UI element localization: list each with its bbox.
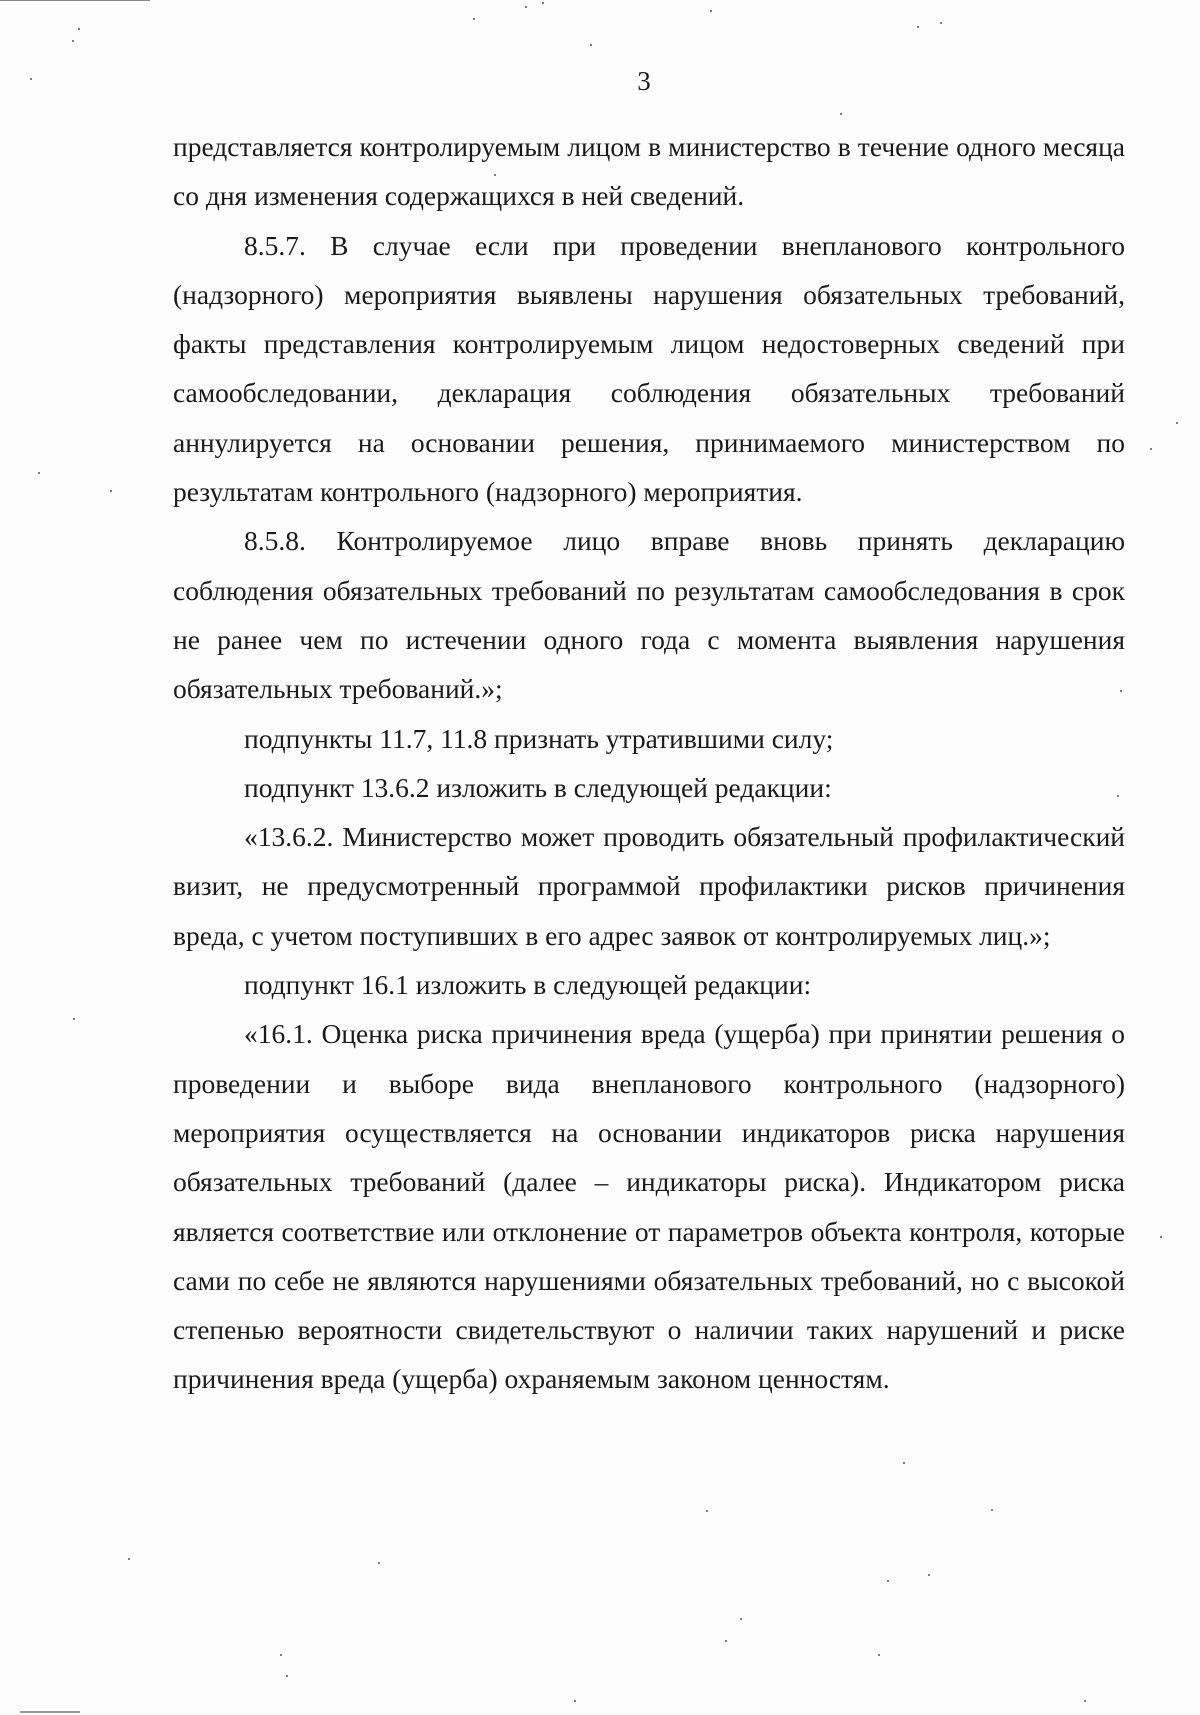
scan-speck (110, 490, 112, 492)
scan-speck (1150, 448, 1152, 450)
scan-speck (917, 26, 919, 28)
document-body (173, 122, 1125, 1404)
scan-speck (928, 1574, 930, 1576)
paragraph-continuation: представляется контролируемым лицом в министерство в течение одного месяца со дня изменения содержащихся в ней сведений. (173, 131, 1125, 212)
scan-speck (1160, 1236, 1162, 1238)
paragraph-8-5-8: 8.5.8. Контролируемое лицо вправе вновь принять декларацию соблюдения обязательных требований по результатам самообследования в срок не ранее чем по истечении одного года с момента выявления нарушения обязательных требований.»; (173, 525, 1125, 705)
scan-speck (574, 1700, 576, 1702)
scan-speck (725, 1640, 727, 1642)
scan-speck (73, 1018, 75, 1020)
scan-speck (542, 2, 544, 4)
paragraph-subitem-13-6-2-intro: подпункт 13.6.2 изложить в следующей редакции: (244, 771, 832, 803)
scan-speck (940, 22, 942, 24)
scan-speck (991, 1509, 993, 1511)
scan-speck (903, 1462, 905, 1464)
scan-speck (128, 1558, 130, 1560)
scan-speck (38, 472, 40, 474)
scan-edge-bottom (20, 1711, 80, 1713)
paragraph-13-6-2: «13.6.2. Министерство может проводить обязательный профилактический визит, не предусмотренный программой профилактики рисков причинения вреда, с учетом поступивших в его адрес заявок от контролируемых лиц.»; (173, 821, 1125, 951)
scan-speck (78, 28, 80, 30)
scan-speck (710, 10, 712, 12)
paragraph-subitems-11-7-11-8: подпункты 11.7, 11.8 признать утратившими силу; (244, 722, 834, 754)
scan-speck (887, 1580, 889, 1582)
scan-speck (740, 1618, 742, 1620)
scan-speck (878, 1654, 880, 1656)
scan-speck (286, 1675, 288, 1677)
scan-speck (473, 18, 475, 20)
scan-speck (378, 1562, 380, 1564)
scan-speck (525, 6, 527, 8)
paragraph-8-5-7: 8.5.7. В случае если при проведении внепланового контрольного (надзорного) мероприятия выявлены нарушения обязательных требований, факты представления контролируемым лицом недостоверных сведений при самообследовании, декларация соблюдения обязательных требований аннулируется на основании решения, принимаемого министерством по результатам контрольного (надзорного) мероприятия. (173, 229, 1125, 508)
scan-speck (706, 1510, 708, 1512)
scan-speck (72, 40, 74, 42)
scan-speck (280, 1654, 282, 1656)
paragraph-subitem-16-1-intro: подпункт 16.1 изложить в следующей редакции: (244, 969, 812, 1001)
scan-speck (1176, 422, 1178, 424)
paragraph-16-1: «16.1. Оценка риска причинения вреда (ущерба) при принятии решения о проведении и выборе вида внепланового контрольного (надзорного) мероприятия осуществляется на основании индикаторов риска нарушения обязательных требований (далее – индикаторы риска). Индикатором риска является соответствие или отклонение от параметров объекта контроля, которые сами по себе не являются нарушениями обязательных требований, но с высокой степенью вероятности свидетельствуют о наличии таких нарушений и риске причинения вреда (ущерба) охраняемым законом ценностям. (173, 1018, 1125, 1395)
scan-speck (1084, 1700, 1086, 1702)
scan-edge-top (0, 0, 150, 1)
scan-speck (590, 44, 592, 46)
scan-speck (840, 113, 842, 115)
page-number: 3 (637, 66, 651, 96)
scan-speck (30, 78, 32, 80)
